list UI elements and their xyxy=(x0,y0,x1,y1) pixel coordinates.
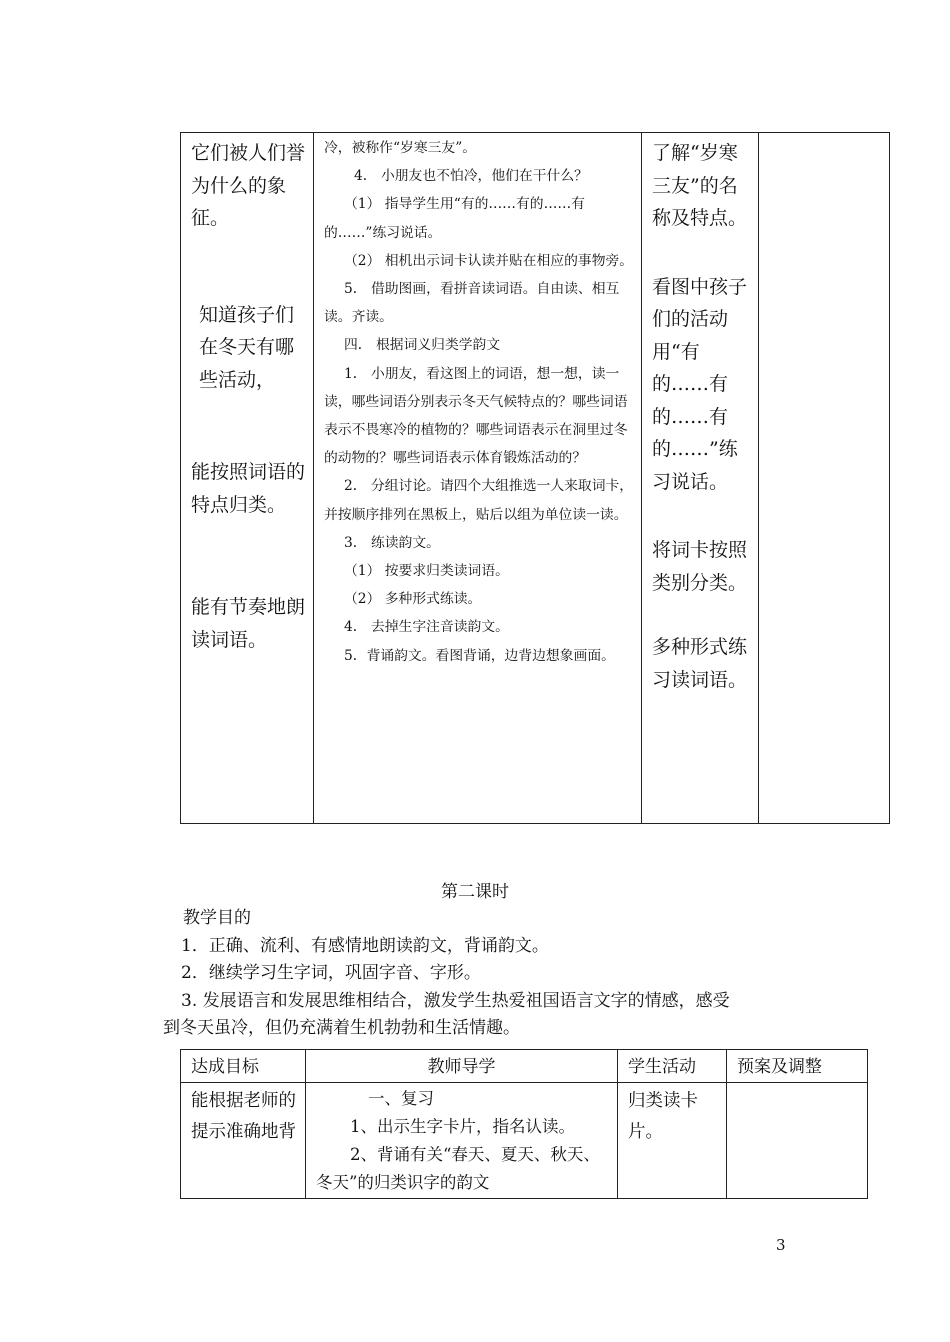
guide-cell xyxy=(306,1083,618,1199)
activity-text: 将词卡按照类别分类。 xyxy=(652,539,748,594)
teacher-guide-cell xyxy=(314,133,642,824)
adjust-cell xyxy=(727,1083,868,1199)
guide-line: 冷，被称作“岁寒三友”。 xyxy=(324,140,477,156)
table-header-row xyxy=(181,1050,868,1083)
guide-line: （2） 相机出示词卡认读并贴在相应的事物旁。 xyxy=(344,252,634,269)
objectives-title: 教学目的 xyxy=(183,908,251,928)
guide-line: 2． 分组讨论。请四个大组推选一人来取词卡，并按顺序排列在黑板上，贴后以组为单位读一读。 xyxy=(324,478,634,523)
guide-line: 四． 根据词义归类学韵文 xyxy=(344,337,501,354)
guide-line: 4． 小朋友也不怕冷，他们在干什么？ xyxy=(354,168,588,185)
header-guide: 教师导学 xyxy=(306,1050,618,1083)
header-student: 学生活动 xyxy=(618,1050,727,1083)
objective-line: 1．正确、流利、有感情地朗读韵文，背诵韵文。 xyxy=(181,935,549,956)
activity-text: 多种形式练习读词语。 xyxy=(652,636,748,691)
guide-line: 1、出示生字卡片，指名认读。 xyxy=(350,1117,575,1136)
guide-line: （2） 多种形式练读。 xyxy=(344,591,482,608)
student-activity-cell xyxy=(642,133,759,824)
table-row xyxy=(181,1083,868,1199)
guide-line: 1． 小朋友，看这图上的词语，想一想，读一读，哪些词语分别表示冬天气候特点的？哪些词语表示不畏寒冷的植物的？哪些词语表示在洞里过冬的动物的？哪些词语表示体育锻炼活动的？ xyxy=(324,365,628,467)
table-row xyxy=(181,133,890,824)
objective-line: 到冬天虽冷，但仍充满着生机勃勃和生活情趣。 xyxy=(163,1018,520,1038)
header-goal: 达成目标 xyxy=(181,1050,306,1083)
activity-text: 看图中孩子们的活动用“有的……有的……有的……”练习说话。 xyxy=(652,275,748,493)
goal-text: 知道孩子们在冬天有哪些活动， xyxy=(199,303,295,391)
lesson-heading: 第二课时 xyxy=(441,882,509,902)
guide-line: （1） 按要求归类读词语。 xyxy=(344,563,509,580)
guide-line: 5． 借助图画，看拼音读词语。自由读、相互读。齐读。 xyxy=(324,281,620,326)
goal-cell: 能根据老师的提示准确地背 xyxy=(181,1083,306,1199)
guide-line: 2、背诵有关“春天、夏天、秋天、冬天”的归类识字的韵文 xyxy=(316,1145,600,1192)
goal-text: 能按照词语的特点归类。 xyxy=(191,461,306,516)
objectives-block xyxy=(163,905,803,1043)
guide-line: 5．背诵韵文。看图背诵，边背边想象画面。 xyxy=(344,647,615,664)
goal-text: 能有节奏地朗读词语。 xyxy=(191,596,306,651)
objective-line: 3. 发展语言和发展思维相结合，激发学生热爱祖国语言文字的情感，感受 xyxy=(181,990,730,1011)
guide-line: 一、复习 xyxy=(368,1089,434,1108)
lesson-plan-table-2 xyxy=(180,1049,868,1199)
header-adjust: 预案及调整 xyxy=(727,1050,868,1083)
goal-text: 它们被人们誉为什么的象征。 xyxy=(191,142,306,229)
guide-line: 3． 练读韵文。 xyxy=(344,534,440,551)
page-number: 3 xyxy=(776,1236,786,1254)
adjustment-cell xyxy=(759,133,890,824)
activity-text: 了解“岁寒三友”的名称及特点。 xyxy=(652,142,748,229)
goals-cell xyxy=(181,133,314,824)
student-cell: 归类读卡片。 xyxy=(618,1083,727,1199)
guide-line: 4． 去掉生字注音读韵文。 xyxy=(344,619,509,636)
lesson-plan-table-1 xyxy=(180,132,890,824)
guide-line: （1） 指导学生用“有的……有的……有的……”练习说话。 xyxy=(324,196,585,241)
objective-line: 2．继续学习生字词，巩固字音、字形。 xyxy=(181,963,481,983)
